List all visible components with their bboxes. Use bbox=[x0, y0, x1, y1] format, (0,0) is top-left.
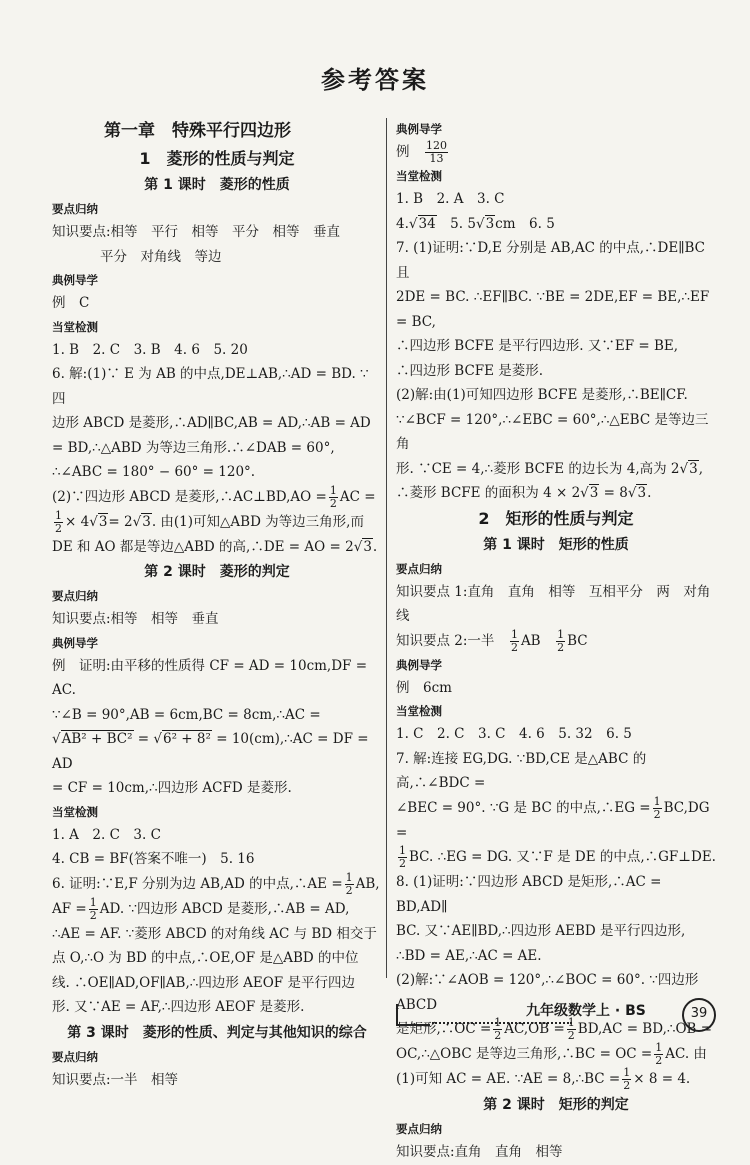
answer-line: ∴∠ABC = 180° − 60° = 120°. bbox=[52, 464, 256, 480]
answer-line: 7. (1)证明:∵D,E 分别是 AB,AC 的中点,∴DE∥BC 且 bbox=[396, 240, 705, 281]
footer-dotted-rule bbox=[432, 1022, 572, 1024]
fraction-denominator: 2 bbox=[567, 1029, 575, 1042]
answer-line: 7. 解:连接 EG,DG. ∵BD,CE 是△ABC 的高,∴∠BDC = bbox=[396, 750, 647, 791]
answer-line: 1. C 2. C 3. C 4. 6 5. 32 6. 5 bbox=[396, 726, 632, 742]
text-span: BC,DG = bbox=[396, 799, 710, 841]
fraction-half bbox=[345, 872, 354, 897]
answer-line: ∴AE = AF. ∵菱形 ABCD 的对角线 AC 与 BD 相交于 bbox=[52, 925, 377, 942]
answer-line: 知识要点:相等 相等 垂直 bbox=[52, 611, 219, 627]
fraction-numerator: 1 bbox=[89, 895, 97, 909]
answer-line: ∵∠B = 90°,AB = 6cm,BC = 8cm,∴AC = bbox=[52, 706, 321, 723]
answer-line: ∵∠BCF = 120°,∴∠EBC = 60°,∴△EBC 是等边三角 bbox=[396, 411, 709, 452]
text-span: 形. ∵CE = 4,∴菱形 BCFE 的边长为 4,高为 2 bbox=[396, 460, 680, 477]
text-span: AF = bbox=[52, 900, 87, 917]
footer bbox=[396, 1000, 716, 1028]
fraction-half bbox=[556, 629, 565, 654]
fraction-half bbox=[398, 845, 407, 870]
section-heading-2: 2 矩形的性质与判定 bbox=[478, 508, 634, 528]
fraction-numerator: 1 bbox=[655, 1041, 663, 1054]
answer-line: 线. ∴OE∥AD,OF∥AB,∴四边形 AEOF 是平行四边 bbox=[52, 974, 355, 991]
fraction-half bbox=[654, 1042, 663, 1067]
answer-line: 4.√34 5. 5√3cm 6. 5 bbox=[396, 215, 555, 232]
answer-line bbox=[52, 485, 382, 510]
chapter-heading: 第一章 特殊平行四边形 bbox=[104, 121, 291, 141]
fraction-numerator: 1 bbox=[557, 627, 565, 641]
fraction-half bbox=[653, 796, 662, 821]
fraction-denominator: 2 bbox=[494, 1029, 502, 1042]
answer-line: 知识要点:相等 平行 相等 平分 相等 垂直 bbox=[52, 224, 341, 240]
lesson-heading-1-1: 第 1 课时 菱形的性质 bbox=[144, 177, 290, 193]
answer-line: 1. B 2. A 3. C bbox=[396, 191, 505, 207]
label-key-points: 要点归纳 bbox=[52, 1049, 98, 1064]
answer-line: 边形 ABCD 是菱形,∴AD∥BC,AB = AD,∴AB = AD bbox=[52, 415, 371, 431]
text-span: , bbox=[698, 460, 703, 477]
text-span: BC bbox=[567, 632, 588, 649]
text-span: = 10(cm),∴AC = DF = AD bbox=[52, 731, 369, 772]
answer-line: 6. 解:(1)∵ E 为 AB 的中点,DE⊥AB,∴AD = BD. ∵四 bbox=[52, 366, 369, 407]
column-divider bbox=[386, 118, 387, 978]
label-key-points: 要点归纳 bbox=[52, 589, 98, 603]
lesson-heading-1-3: 第 3 课时 菱形的性质、判定与其他知识的综合 bbox=[67, 1024, 367, 1041]
sqrt-radicand: 3 bbox=[98, 513, 108, 530]
fraction-answer bbox=[425, 140, 448, 165]
text-span: = 2 bbox=[108, 513, 133, 530]
lesson-heading-2-1: 第 1 课时 矩形的性质 bbox=[483, 536, 629, 553]
answer-line: ∴四边形 BCFE 是菱形. bbox=[396, 362, 544, 379]
answer-line: 2DE = BC. ∴EF∥BC. ∵BE = 2DE,EF = BE,∴EF = BC, bbox=[396, 289, 710, 330]
lesson-heading-1-2: 第 2 课时 菱形的判定 bbox=[144, 564, 290, 580]
fraction-numerator: 1 bbox=[653, 794, 661, 808]
fraction-denominator: 2 bbox=[399, 857, 406, 870]
text-span: 5. 5 bbox=[436, 215, 476, 232]
fraction-half bbox=[622, 1067, 631, 1092]
text-span: AC = bbox=[339, 488, 376, 505]
answer-line bbox=[396, 140, 716, 165]
text-span: 知识要点 2:一半 bbox=[396, 632, 495, 649]
fraction-denominator: 2 bbox=[510, 640, 518, 654]
fraction-denominator: 2 bbox=[653, 807, 661, 821]
fraction-numerator: 1 bbox=[329, 483, 337, 497]
text-span: AC,OB = bbox=[504, 1021, 565, 1037]
sqrt-radicand: 3 bbox=[689, 460, 698, 477]
label-example: 典例导学 bbox=[52, 273, 98, 287]
fraction-half bbox=[510, 629, 519, 654]
text-span: (2)∵四边形 ABCD 是菱形,∴AC⊥BD,AO = bbox=[52, 488, 327, 505]
answer-line: 8. (1)证明:∵四边形 ABCD 是矩形,∴AC = BD,AD∥ bbox=[396, 874, 662, 915]
sqrt-radicand: 34 bbox=[418, 215, 436, 232]
label-check: 当堂检测 bbox=[52, 319, 98, 334]
answer-line: = BD,∴△ABD 为等边三角形.∴∠DAB = 60°, bbox=[52, 439, 335, 456]
fraction-numerator: 1 bbox=[510, 627, 518, 641]
answer-line: 知识要点:一半 相等 bbox=[52, 1071, 179, 1088]
text-span: 6. 证明:∵E,F 分别为边 AB,AD 的中点,∴AE = bbox=[52, 875, 343, 892]
fraction-denominator: 2 bbox=[55, 521, 62, 535]
label-check: 当堂检测 bbox=[52, 804, 98, 819]
answer-line: (2)解:∵∠AOB = 120°,∴∠BOC = 60°. ∵四边形 ABCD bbox=[396, 972, 699, 1013]
text-span: AB bbox=[520, 632, 541, 649]
answer-line: DE 和 AO 都是等边△ABD 的高,∴DE = AO = 2√3. bbox=[52, 538, 378, 555]
label-check: 当堂检测 bbox=[396, 169, 442, 183]
answer-line bbox=[396, 796, 716, 846]
text-span: AD. ∵四边形 ABCD 是菱形,∴AB = AD, bbox=[99, 900, 350, 917]
answer-line bbox=[396, 845, 716, 870]
label-check: 当堂检测 bbox=[396, 704, 442, 718]
fraction-denominator: 2 bbox=[557, 640, 565, 654]
text-span: . 由(1)可知△ABD 为等边三角形,而 bbox=[151, 513, 364, 530]
text-span: (1)可知 AC = AE. ∵AE = 8,∴BC = bbox=[396, 1071, 621, 1087]
fraction-half bbox=[89, 897, 98, 922]
label-example: 典例导学 bbox=[396, 657, 442, 672]
text-span: BD,AC = BD,∴OB = bbox=[577, 1021, 713, 1037]
sqrt-radicand: 3 bbox=[637, 485, 647, 501]
fraction-denominator: 2 bbox=[623, 1079, 631, 1092]
text-span: × 4 bbox=[65, 513, 90, 530]
sqrt-radicand: 6² + 8² bbox=[163, 731, 211, 747]
answer-line: 平分 对角线 等边 bbox=[100, 248, 222, 265]
text-span: ∴菱形 BCFE 的面积为 4 × 2 bbox=[396, 485, 581, 501]
text-span: AC. 由 bbox=[665, 1046, 707, 1062]
sqrt-radicand: AB² + BC² bbox=[61, 731, 133, 747]
answer-line: ∴菱形 BCFE 的面积为 4 × 2√3 = 8√3. bbox=[396, 485, 652, 501]
text-span: × 8 = 4. bbox=[633, 1071, 691, 1087]
answer-line bbox=[396, 1067, 716, 1092]
answer-line: 4. CB = BF(答案不唯一) 5. 16 bbox=[52, 851, 255, 867]
answer-line: 点 O,∴O 为 BD 的中点,∴OE,OF 是△ABD 的中位 bbox=[52, 950, 359, 966]
fraction-numerator: 1 bbox=[345, 870, 353, 884]
sqrt-radicand: 3 bbox=[363, 538, 372, 555]
text-span: = 8 bbox=[603, 485, 628, 501]
fraction-denominator: 2 bbox=[329, 496, 337, 510]
fraction-numerator: 1 bbox=[494, 1016, 502, 1029]
label-example: 典例导学 bbox=[52, 635, 98, 650]
answer-line: 例 C bbox=[52, 295, 90, 311]
fraction-half bbox=[329, 485, 338, 510]
label-key-points: 要点归纳 bbox=[52, 202, 98, 216]
fraction-denominator: 2 bbox=[345, 883, 353, 897]
sqrt-radicand: 3 bbox=[589, 485, 599, 501]
answer-line: BC. 又∵AE∥BD,∴四边形 AEBD 是平行四边形, bbox=[396, 923, 686, 939]
answer-line bbox=[396, 1042, 716, 1067]
answer-line bbox=[52, 897, 382, 922]
sqrt-radicand: 3 bbox=[485, 215, 495, 232]
footer-bracket-icon bbox=[396, 1004, 430, 1026]
left-column bbox=[52, 118, 382, 1092]
text-span: cm 6. 5 bbox=[495, 215, 555, 232]
answer-line: 例 6cm bbox=[396, 679, 452, 696]
lesson-heading-2-2: 第 2 课时 矩形的判定 bbox=[483, 1097, 629, 1113]
text-span: ∠BEC = 90°. ∵G 是 BC 的中点,∴EG = bbox=[396, 799, 651, 816]
label-example: 典例导学 bbox=[396, 122, 442, 136]
answer-line: 知识要点:直角 直角 相等 bbox=[396, 1144, 563, 1160]
page-title: 参考答案 bbox=[321, 66, 429, 94]
answer-line: 形. 又∵AE = AF,∴四边形 AEOF 是菱形. bbox=[52, 999, 305, 1015]
section-heading-1: 1 菱形的性质与判定 bbox=[139, 149, 295, 168]
answer-line: 例 证明:由平移的性质得 CF = AD = 10cm,DF = AC. bbox=[52, 657, 368, 698]
fraction-numerator: 1 bbox=[567, 1016, 575, 1029]
fraction-denominator: 2 bbox=[89, 908, 97, 922]
label-key-points: 要点归纳 bbox=[396, 561, 442, 576]
answer-line: √AB² + BC² = √6² + 8² = 10(cm),∴AC = DF = AD bbox=[52, 731, 369, 772]
answer-line: 形. ∵CE = 4,∴菱形 BCFE 的边长为 4,高为 2√3, bbox=[396, 460, 703, 477]
page-number: 39 bbox=[682, 998, 716, 1032]
answer-line: 1. B 2. C 3. B 4. 6 5. 20 bbox=[52, 341, 248, 358]
text-span: 例 bbox=[396, 144, 410, 160]
text-span: OC,∴△OBC 是等边三角形,∴BC = OC = bbox=[396, 1046, 653, 1062]
text-span: 4. bbox=[396, 215, 409, 232]
answer-line: (2)解:由(1)可知四边形 BCFE 是菱形,∴BE∥CF. bbox=[396, 387, 688, 403]
text-span: DE 和 AO 都是等边△ABD 的高,∴DE = AO = 2 bbox=[52, 538, 354, 555]
answer-line: = CF = 10cm,∴四边形 ACFD 是菱形. bbox=[52, 780, 292, 796]
answer-line: ∴BD = AE,∴AC = AE. bbox=[396, 947, 542, 964]
label-key-points: 要点归纳 bbox=[396, 1122, 442, 1136]
fraction-denominator: 13 bbox=[429, 152, 444, 165]
answer-line: 知识要点 1:直角 直角 相等 互相平分 两 对角线 bbox=[396, 583, 711, 624]
footer-book-title: 九年级数学上 · BS bbox=[526, 1003, 646, 1019]
answer-line bbox=[52, 872, 382, 897]
sqrt-radicand: 3 bbox=[142, 513, 151, 530]
answer-line bbox=[396, 629, 716, 654]
text-span: AB, bbox=[355, 875, 380, 892]
fraction-denominator: 2 bbox=[655, 1054, 663, 1067]
answer-line: 1. A 2. C 3. C bbox=[52, 826, 161, 843]
text-span: . bbox=[647, 485, 652, 501]
text-span: = bbox=[137, 731, 150, 747]
fraction-half bbox=[54, 510, 63, 535]
answer-line: $\frac{1}{2}$ × 4√3= 2√3. 由(1)可知△ABD 为等边三角形,而 bbox=[55, 508, 364, 535]
fraction-numerator: 1 bbox=[399, 844, 406, 857]
text-span: BC. ∴EG = DG. 又∵F 是 DE 的中点,∴GF⊥DE. bbox=[409, 849, 716, 865]
fraction-numerator: 1 bbox=[623, 1066, 631, 1079]
fraction-numerator: 120 bbox=[426, 139, 447, 152]
answer-line: ∴四边形 BCFE 是平行四边形. 又∵EF = BE, bbox=[396, 338, 679, 354]
text-span: . bbox=[372, 538, 378, 555]
text-span: 是矩形,∴OC = bbox=[396, 1021, 492, 1037]
fraction-numerator: 1 bbox=[55, 508, 62, 522]
